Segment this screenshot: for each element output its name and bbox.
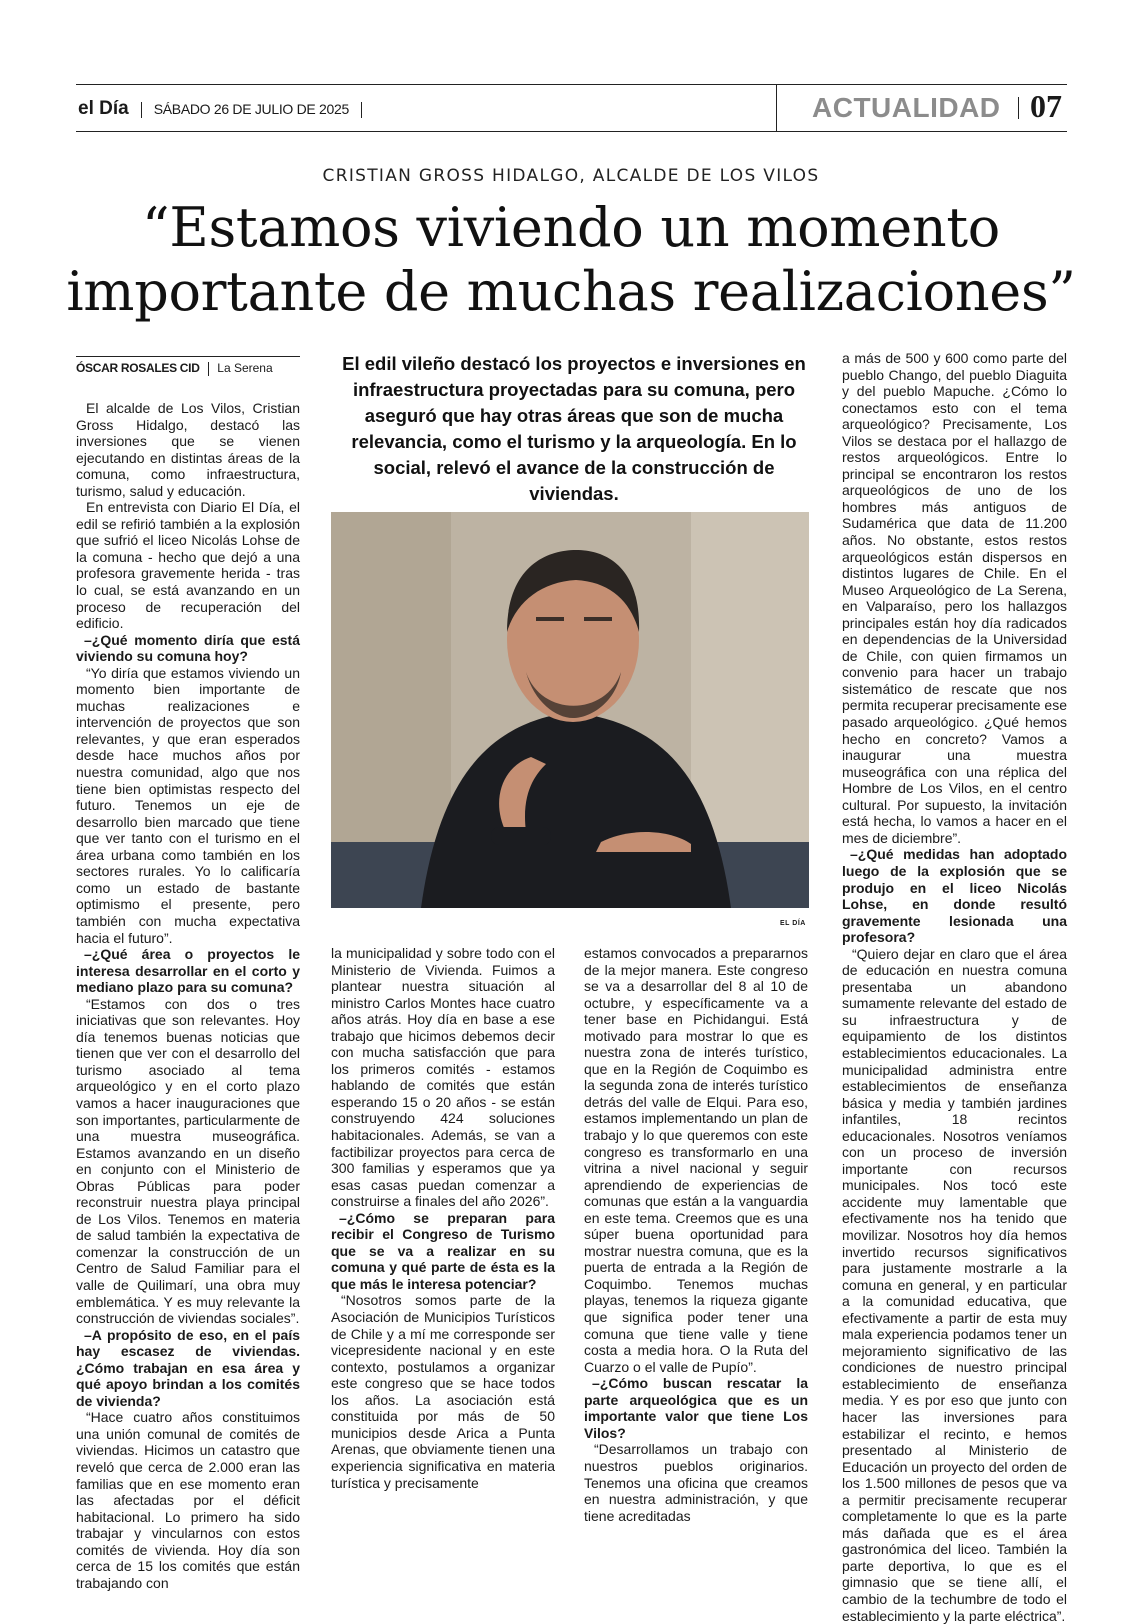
issue-date: SÁBADO 26 DE JULIO DE 2025	[153, 101, 349, 117]
page-number: 07	[1030, 88, 1062, 124]
paragraph: la municipalidad y sobre todo con el Ministerio de Vivienda. Fuimos a plantear nuestra situación al ministro Carlos Montes hace cuatro años atrás. Hoy día en base a ese trabajo que hicimos debemos decir con mucha satisfacción que para los primeros comités - estamos hablando de comités que están esperando 15 o 20 años - se están construyendo 424 soluciones habitacionales. Además, se van a factibilizar proyectos para cerca de 300 familias y esperamos que ya esas casas puedan comenzar a construirse a finales del año 2026”.	[331, 945, 555, 1210]
column-1	[76, 400, 300, 1591]
paragraph: “Hace cuatro años constituimos una unión comunal de comités de viviendas. Hicimos un catastro que reveló que cerca de 2.000 eran las familias que en ese momento eran las afectadas por el déficit habitacional. Lo primero ha sido trabajar y vincularnos con estos comités de vivienda. Hoy día son cerca de 15 los comités que están trabajando con	[76, 1409, 300, 1591]
paragraph: El alcalde de Los Vilos, Cristian Gross Hidalgo, destacó las inversiones que se vienen ejecutando en distintas áreas de la comuna, como infraestructura, turismo, salud y educación.	[76, 400, 300, 499]
photo-credit: EL DÍA	[780, 920, 806, 927]
header-divider	[776, 84, 777, 131]
kicker: CRISTIAN GROSS HIDALGO, ALCALDE DE LOS VILOS	[322, 166, 820, 186]
interview-question: –¿Qué medidas han adoptado luego de la explosión que se produjo en el liceo Nicolás Lohse, en donde resultó gravemente lesionada una profesora?	[842, 846, 1067, 946]
masthead-separator	[141, 102, 142, 118]
author-name: ÓSCAR ROSALES CID	[76, 361, 200, 375]
headline	[0, 196, 1142, 324]
paragraph: En entrevista con Diario El Día, el edil se refirió también a la explosión que sufrió el liceo Nicolás Lohse de la comuna - hecho que dejó a una profesora gravemente herida - tras lo cual, se está avanzando en un proceso de recuperación del edificio.	[76, 499, 300, 632]
column-4	[842, 350, 1067, 1624]
portrait-illustration	[331, 512, 809, 908]
byline-separator	[208, 362, 209, 376]
photo	[331, 512, 809, 908]
header-top-rule	[76, 84, 1067, 85]
interview-question: –¿Cómo se preparan para recibir el Congreso de Turismo que se va a realizar en su comuna y qué parte de ésta es la que más le interesa potenciar?	[331, 1209, 555, 1292]
interview-question: –¿Cómo buscan rescatar la parte arqueológica que es un importante valor que tiene Los Vilos?	[584, 1375, 808, 1441]
section-name: ACTUALIDAD	[812, 92, 1001, 123]
section-separator	[1018, 97, 1019, 119]
author-location: La Serena	[217, 361, 273, 375]
column-2	[331, 945, 555, 1491]
paragraph: a más de 500 y 600 como parte del pueblo Chango, del pueblo Diaguita y del pueblo Mapuche. ¿Cómo lo conectamos esto con el tema arqueológico? Precisamente, Los Vilos se destaca por el hallazgo de restos arqueológicos. Entre lo principal se encontraron los restos arqueológicos de uno de los hombres más antiguos de Sudamérica que data de 11.200 años. No obstante, estos restos arqueológicos están dispersos en distintos lugares de Chile. En el Museo Arqueológico de La Serena, en Valparaíso, pero los hallazgos principales están hoy día radicados en dependencias de la Universidad de Chile, con quien firmamos un convenio para hacer un trabajo sistemático de rescate que nos permita recuperar precisamente ese pasado arqueológico. ¿Qué hemos hecho en concreto? Vamos a inaugurar una muestra museográfica con una réplica del Hombre de Los Vilos, en el centro cultural. Por supuesto, la invitación está hecha, lo vamos a hacer en el mes de diciembre”.	[842, 350, 1067, 846]
paragraph: “Estamos con dos o tres iniciativas que son relevantes. Hoy día tenemos buenas noticias que tienen que ver con el desarrollo del turismo asociado al tema arqueológico y en el corto plazo vamos a hacer inauguraciones que son importantes, particularmente de una muestra museográfica. Estamos avanzando en un diseño en conjunto con el Ministerio de Obras Públicas para poder reconstruir nuestra playa principal de Los Vilos. Tenemos en materia de salud también la expectativa de comenzar la construcción de un Centro de Salud Familiar para el valle de Quilimarí, una obra muy emblemática. Y es muy relevante la construcción de viviendas sociales”.	[76, 995, 300, 1327]
interview-question: –¿Qué área o proyectos le interesa desarrollar en el corto y mediano plazo para su comuna?	[76, 946, 300, 996]
headline-line-1: “Estamos viviendo un momento	[142, 196, 1000, 259]
headline-line-2: importante de muchas realizaciones”	[66, 260, 1076, 323]
lead-paragraph: El edil vileño destacó los proyectos e inversiones en infraestructura proyectadas para su comuna, pero aseguró que hay otras áreas que son de mucha relevancia, como el turismo y la arqueología. En lo social, relevó el avance de la construcción de viviendas.	[342, 353, 806, 504]
paragraph: “Yo diría que estamos viviendo un momento bien importante de muchas realizaciones e intervención de proyectos que son relevantes, y que eran esperados desde hace muchos años por nuestra comunidad, algo que nos tiene bien optimistas respecto del futuro. Tenemos un eje de desarrollo bien marcado que tiene que ver tanto con el turismo en el área urbana como también en los sectores rurales. Yo lo calificaría como un estado de bastante optimismo el presente, pero también con mucha expectativa hacia el futuro”.	[76, 664, 300, 946]
paragraph: “Quiero dejar en claro que el área de educación en nuestra comuna presentaba un abandono sumamente relevante del estado de su infraestructura y de equipamiento de los distintos establecimientos educacionales. La municipalidad administra entre establecimientos de enseñanza básica y media y también jardines infantiles, 18 recintos educacionales. Nosotros veníamos con un proceso de inversión importante con recursos municipales. Nos tocó este accidente muy lamentable que efectivamente nos ha tenido que movilizar. Nosotros hoy día hemos invertido recursos significativos para justamente mostrarle a la comuna en general, y en particular a la comunidad educativa, que efectivamente a partir de esta muy mala experiencia podamos tener un mejoramiento significativo de las condiciones de nuestro principal establecimiento de enseñanza media. Y es por eso que junto con hacer las inversiones para estabilizar el recinto, e hemos presentado al Ministerio de Educación un proyecto del orden de los 1.500 millones de pesos que va a permitir precisamente recuperar completamente lo que es la parte más dañada que es el área gastronómica del liceo. También la parte deportiva, lo que es el gimnasio que se tiene allí, el cambio de la techumbre de todo el establecimiento y la parte eléctrica”.	[842, 945, 1067, 1624]
paragraph: estamos convocados a prepararnos de la mejor manera. Este congreso se va a desarrollar del 8 al 10 de octubre, y específicamente va a tener base en Pichidangui. Está motivado para mostrar lo que es nuestra zona de interés turístico, que en la Región de Coquimbo es la segunda zona de interés turístico detrás del valle de Elqui. Para eso, estamos implementando un plan de trabajo y lo que queremos con este congreso es transformarlo en una vitrina a nivel nacional y seguir aprendiendo de experiencias de comunas que están a la vanguardia en este tema. Creemos que es una súper buena oportunidad para mostrar nuestra comuna, que es la puerta de entrada a la Región de Coquimbo. Tenemos muchas playas, tenemos la riqueza gigante que significa poder tener una comuna que tiene valle y tiene costa a media hora. O la Ruta del Cuarzo o el valle de Pupío”.	[584, 945, 808, 1375]
header-bottom-rule	[76, 131, 1067, 132]
masthead	[78, 98, 370, 120]
interview-question: –A propósito de eso, en el país hay escasez de viviendas. ¿Cómo trabajan en esa área y qué apoyo brindan a los comités de vivienda?	[76, 1326, 300, 1409]
masthead-separator	[361, 102, 362, 118]
byline-rule	[76, 356, 300, 357]
publication-name: el Día	[78, 98, 129, 119]
paragraph: “Nosotros somos parte de la Asociación de Municipios Turísticos de Chile y a mí me corresponde ser vicepresidente nacional y en este contexto, postulamos a organizar este congreso que se hace todos los años. La asociación está constituida por más de 50 municipios desde Arica a Punta Arenas, que obviamente tienen una experiencia significativa en materia turística y precisamente	[331, 1292, 555, 1491]
paragraph: “Desarrollamos un trabajo con nuestros pueblos originarios. Tenemos una oficina que creamos en nuestra administración, y que tiene acreditadas	[584, 1441, 808, 1524]
interview-question: –¿Qué momento diría que está viviendo su comuna hoy?	[76, 631, 300, 665]
byline	[76, 361, 273, 376]
column-3	[584, 945, 808, 1524]
